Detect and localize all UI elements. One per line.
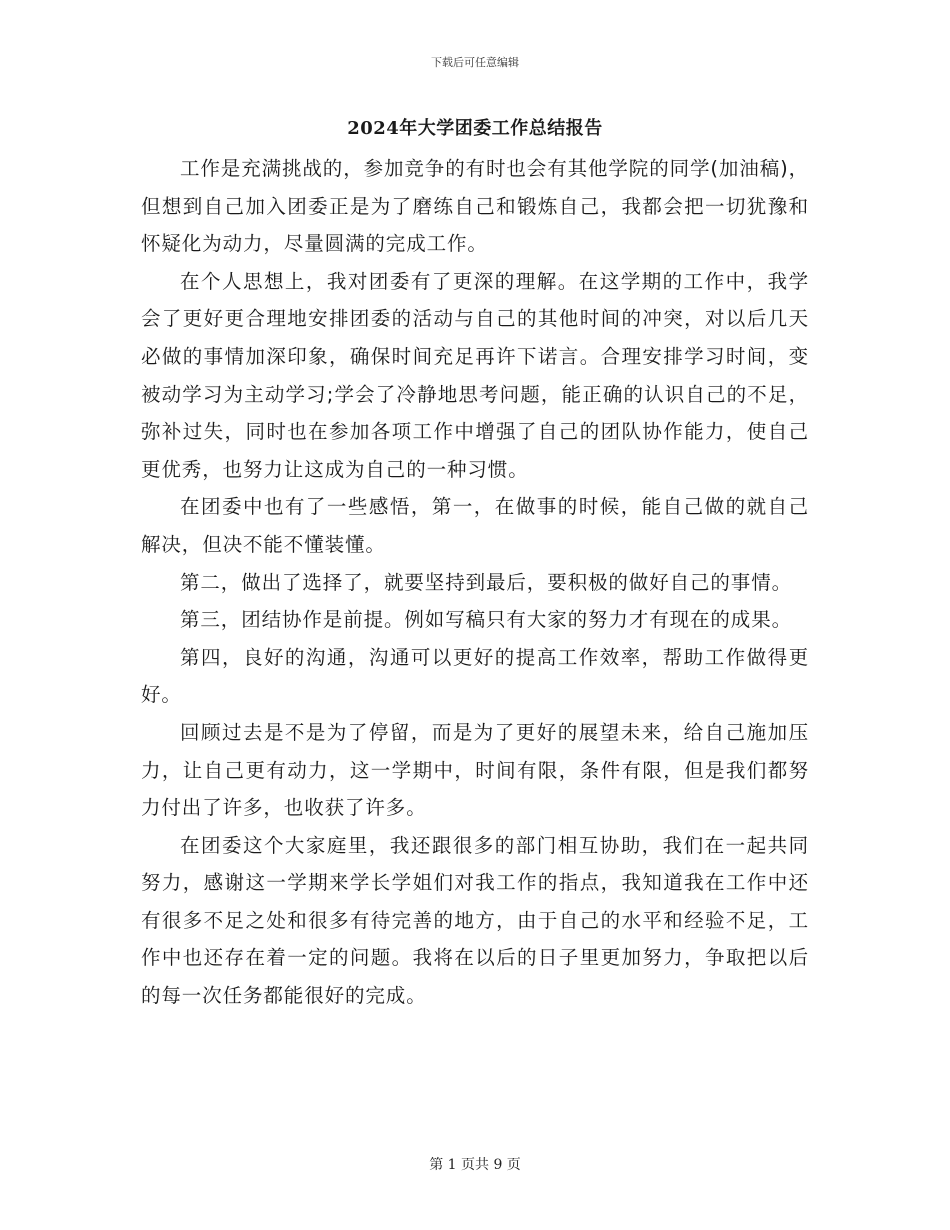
- paragraph: 第三，团结协作是前提。例如写稿只有大家的努力才有现在的成果。: [180, 608, 793, 632]
- paragraph: 工作是充满挑战的，参加竞争的有时也会有其他学院的同学(加油稿)，但想到自己加入团委正是为了磨练自己和锻炼自己，我都会把一切犹豫和怀疑化为动力，尽量圆满的完成工作。: [141, 157, 810, 256]
- paragraph: 在个人思想上，我对团委有了更深的理解。在这学期的工作中，我学会了更好更合理地安排团委的活动与自己的其他时间的冲突，对以后几天必做的事情加深印象，确保时间充足再许下诺言。合理安排学习时间，变被动学习为主动学习;学会了冷静地思考问题，能正确的认识自己的不足，弥补过失，同时也在参加各项工作中增强了自己的团队协作能力，使自己更优秀，也努力让这成为自己的一种习惯。: [141, 269, 809, 481]
- paragraph: 第二，做出了选择了，就要坚持到最后，要积极的做好自己的事情。: [180, 570, 793, 594]
- document-title: 2024年大学团委工作总结报告: [347, 118, 603, 139]
- paragraph: 在团委中也有了一些感悟，第一，在做事的时候，能自己做的就自己解决，但决不能不懂装懂。: [141, 495, 809, 556]
- paragraph: 回顾过去是不是为了停留，而是为了更好的展望未来，给自己施加压力，让自己更有动力，这一学期中，时间有限，条件有限，但是我们都努力付出了许多，也收获了许多。: [141, 720, 809, 820]
- paragraph: 在团委这个大家庭里，我还跟很多的部门相互协助，我们在一起共同努力，感谢这一学期来学长学姐们对我工作的指点，我知道我在工作中还有很多不足之处和很多有待完善的地方，由于自己的水平和经验不足，工作中也还存在着一定的问题。我将在以后的日子里更加努力，争取把以后的每一次任务都能很好的完成。: [141, 833, 809, 1008]
- header-note: 下载后可任意编辑: [431, 56, 519, 69]
- page-number: 第 1 页共 9 页: [429, 1157, 521, 1173]
- paragraph: 第四，良好的沟通，沟通可以更好的提高工作效率，帮助工作做得更好。: [141, 645, 809, 707]
- document-body: [141, 150, 809, 1015]
